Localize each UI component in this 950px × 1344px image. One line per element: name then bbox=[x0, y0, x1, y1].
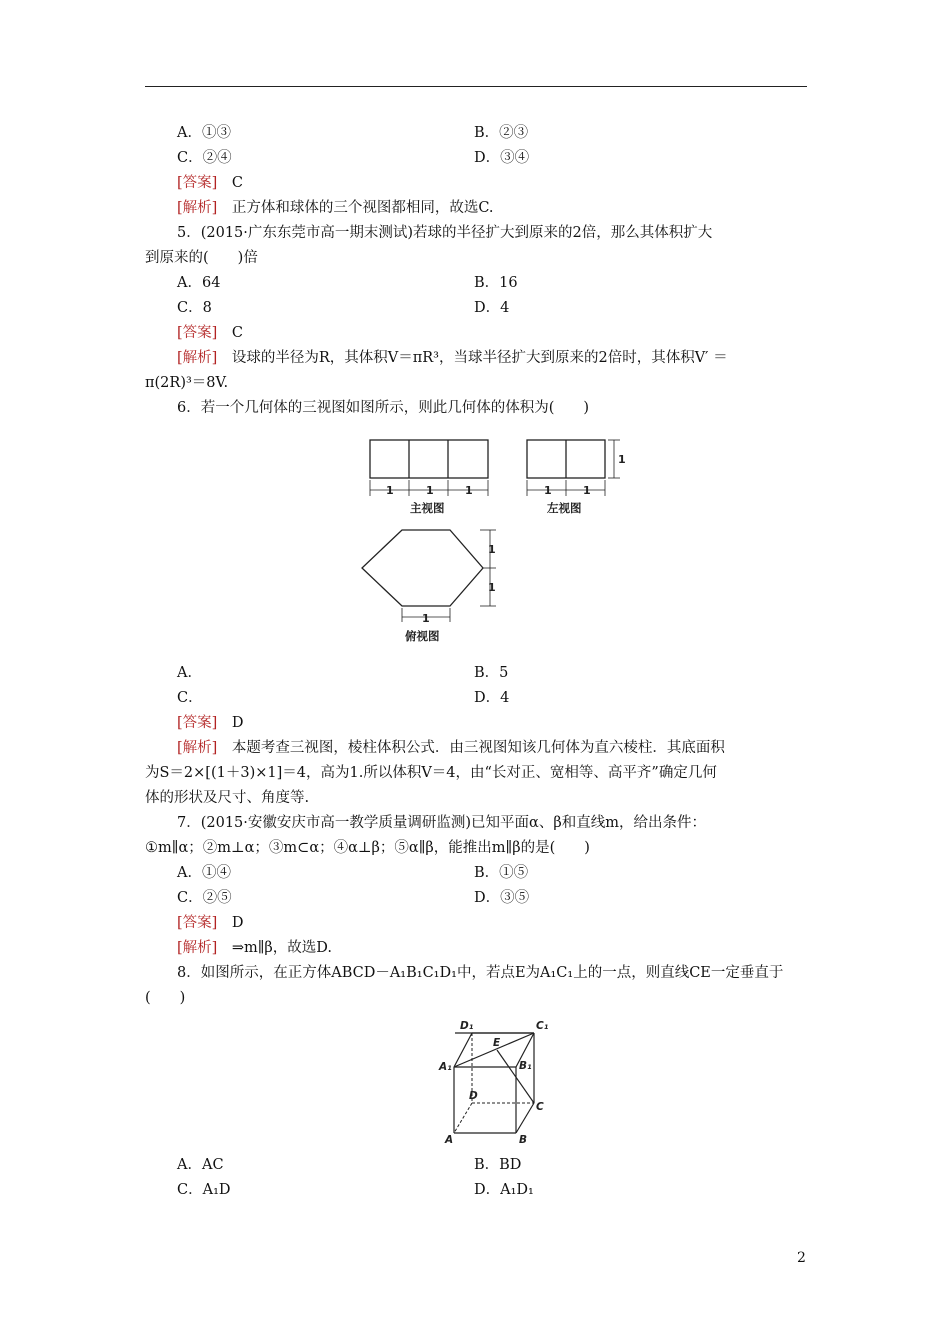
front-dim-label-2: 1 bbox=[426, 484, 434, 497]
q5-option-b: B．16 bbox=[474, 275, 518, 291]
top-view-hexagon bbox=[362, 530, 483, 606]
side-dim-label-2: 1 bbox=[583, 484, 591, 497]
q6-stem: 6．若一个几何体的三视图如图所示，则此几何体的体积为( ) bbox=[177, 400, 590, 416]
hidden-edge-da bbox=[454, 1103, 472, 1133]
explanation-tag: [解析] bbox=[177, 740, 218, 756]
front-view-rect bbox=[370, 440, 488, 478]
explanation-text: 设球的半径为R，其体积V＝πR³，当球半径扩大到原来的2倍时，其体积V′ ＝ bbox=[231, 350, 728, 366]
front-dim-label-3: 1 bbox=[465, 484, 473, 497]
label-c1: C₁ bbox=[536, 1020, 549, 1032]
q7-option-b: B．①⑤ bbox=[474, 865, 529, 881]
answer-value: D bbox=[231, 715, 244, 731]
q6-answer bbox=[177, 714, 243, 732]
label-e: E bbox=[493, 1037, 501, 1049]
q5-option-a: A．64 bbox=[177, 275, 221, 291]
side-view-label: 左视图 bbox=[547, 501, 582, 515]
q5-option-c: C．8 bbox=[177, 300, 212, 316]
edge-a1d1 bbox=[454, 1033, 472, 1067]
explanation-text: ⇒m∥β，故选D. bbox=[231, 940, 333, 956]
q5-option-d: D．4 bbox=[474, 300, 510, 316]
explanation-text: 正方体和球体的三个视图都相同，故选C. bbox=[231, 200, 494, 216]
q8-option-c: C．A₁D bbox=[177, 1182, 231, 1198]
explanation-tag: [解析] bbox=[177, 350, 218, 366]
q6-explanation-line3: 体的形状及尺寸、角度等. bbox=[145, 790, 310, 806]
q5-stem-line1: 5．(2015·广东东莞市高一期末测试)若球的半径扩大到原来的2倍，那么其体积扩大 bbox=[177, 225, 713, 241]
explanation-tag: [解析] bbox=[177, 940, 218, 956]
q8-stem-line1: 8．如图所示，在正方体ABCD－A₁B₁C₁D₁中，若点E为A₁C₁上的一点，则直线CE一定垂直于 bbox=[177, 965, 784, 981]
q8-cube-figure bbox=[430, 1015, 560, 1147]
q6-explanation-line2: 为S＝2×[(1＋3)×1]＝4，高为1.所以体积V＝4，由“长对正、宽相等、高平齐”确定几何 bbox=[145, 765, 717, 781]
q6-option-a: A． bbox=[177, 665, 202, 681]
q4-explanation bbox=[177, 199, 494, 217]
q6-option-d: D．4 bbox=[474, 690, 510, 706]
label-a: A bbox=[445, 1134, 454, 1146]
q7-explanation bbox=[177, 939, 332, 957]
label-b: B bbox=[519, 1134, 528, 1146]
label-d1: D₁ bbox=[460, 1020, 474, 1032]
explanation-tag: [解析] bbox=[177, 200, 218, 216]
q4-option-c: C．②④ bbox=[177, 150, 232, 166]
answer-value: D bbox=[231, 915, 244, 931]
q5-explanation-line2: π(2R)³＝8V. bbox=[145, 375, 229, 391]
q8-option-b: B．BD bbox=[474, 1157, 522, 1173]
q5-answer bbox=[177, 324, 243, 342]
answer-tag: [答案] bbox=[177, 175, 218, 191]
q4-option-d: D．③④ bbox=[474, 150, 530, 166]
top-view-label: 俯视图 bbox=[405, 629, 440, 643]
q7-option-c: C．②⑤ bbox=[177, 890, 232, 906]
top-width-label: 1 bbox=[422, 612, 430, 625]
q8-stem-line2: ( ) bbox=[145, 990, 186, 1006]
answer-value: C bbox=[231, 325, 243, 341]
q5-stem-line2: 到原来的( )倍 bbox=[145, 250, 258, 266]
q6-option-c: C． bbox=[177, 690, 203, 706]
q6-three-view-figure bbox=[350, 432, 640, 652]
label-a1: A₁ bbox=[439, 1061, 452, 1073]
q4-answer bbox=[177, 174, 243, 192]
side-height-label: 1 bbox=[618, 453, 626, 466]
q8-option-a: A．AC bbox=[177, 1157, 224, 1173]
top-depth-label-1: 1 bbox=[488, 543, 496, 556]
explanation-text: 本题考查三视图，棱柱体积公式．由三视图知该几何体为直六棱柱．其底面积 bbox=[231, 740, 725, 756]
answer-tag: [答案] bbox=[177, 715, 218, 731]
side-dim-label-1: 1 bbox=[544, 484, 552, 497]
page-number: 2 bbox=[797, 1250, 806, 1266]
front-view-label: 主视图 bbox=[410, 501, 445, 515]
front-dim-label-1: 1 bbox=[386, 484, 394, 497]
edge-bc bbox=[516, 1103, 534, 1133]
q8-option-d: D．A₁D₁ bbox=[474, 1182, 534, 1198]
q7-stem-line1: 7．(2015·安徽安庆市高一教学质量调研监测)已知平面α、β和直线m，给出条件： bbox=[177, 815, 706, 831]
answer-tag: [答案] bbox=[177, 915, 218, 931]
q7-answer bbox=[177, 914, 243, 932]
header-rule bbox=[145, 86, 807, 87]
q6-option-b: B．5 bbox=[474, 665, 509, 681]
answer-value: C bbox=[231, 175, 243, 191]
q7-option-a: A．①④ bbox=[177, 865, 231, 881]
q7-stem-line2: ①m∥α；②m⊥α；③m⊂α；④α⊥β；⑤α∥β，能推出m∥β的是( ) bbox=[145, 840, 590, 856]
top-depth-label-2: 1 bbox=[488, 581, 496, 594]
q6-explanation-line1 bbox=[177, 739, 725, 757]
label-d: D bbox=[469, 1090, 478, 1102]
q4-option-b: B．②③ bbox=[474, 125, 529, 141]
label-b1: B₁ bbox=[519, 1060, 532, 1072]
answer-tag: [答案] bbox=[177, 325, 218, 341]
q5-explanation-line1 bbox=[177, 349, 728, 367]
q7-option-d: D．③⑤ bbox=[474, 890, 530, 906]
q4-option-a: A．①③ bbox=[177, 125, 231, 141]
label-c: C bbox=[536, 1101, 544, 1113]
